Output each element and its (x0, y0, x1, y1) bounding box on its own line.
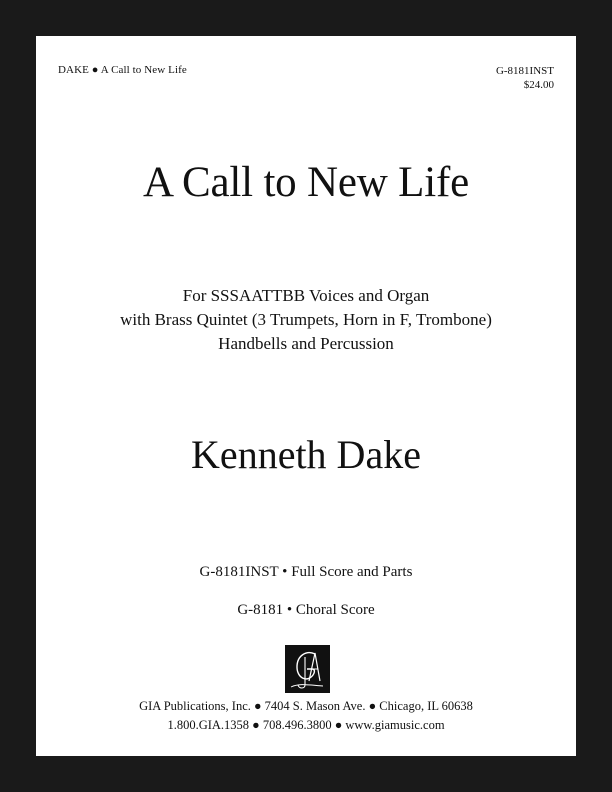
gia-logo-icon (285, 645, 330, 693)
publisher-address: GIA Publications, Inc. ● 7404 S. Mason Ave. ● Chicago, IL 60638 (139, 699, 473, 713)
header-catalog-number: G-8181INST (495, 65, 554, 77)
header-price: $24.00 (523, 79, 554, 91)
instrumentation-line: For SSSAATTBB Voices and Organ (182, 286, 430, 305)
instrumentation-line: with Brass Quintet (3 Trumpets, Horn in F, Trombone) (120, 310, 492, 329)
header-catalog-block (496, 64, 554, 92)
instrumentation (36, 284, 576, 356)
page-title: A Call to New Life (143, 159, 469, 206)
instrumentation-line: Handbells and Percussion (218, 334, 394, 353)
header-running-title: DAKE ● A Call to New Life (58, 64, 187, 76)
publisher-contact: 1.800.GIA.1358 ● 708.496.3800 ● www.giamusic.com (167, 718, 445, 732)
cover-page (36, 36, 576, 756)
edition-choral-score: G-8181 • Choral Score (237, 602, 375, 618)
edition-full-score: G-8181INST • Full Score and Parts (199, 564, 413, 580)
composer-name: Kenneth Dake (191, 432, 421, 477)
